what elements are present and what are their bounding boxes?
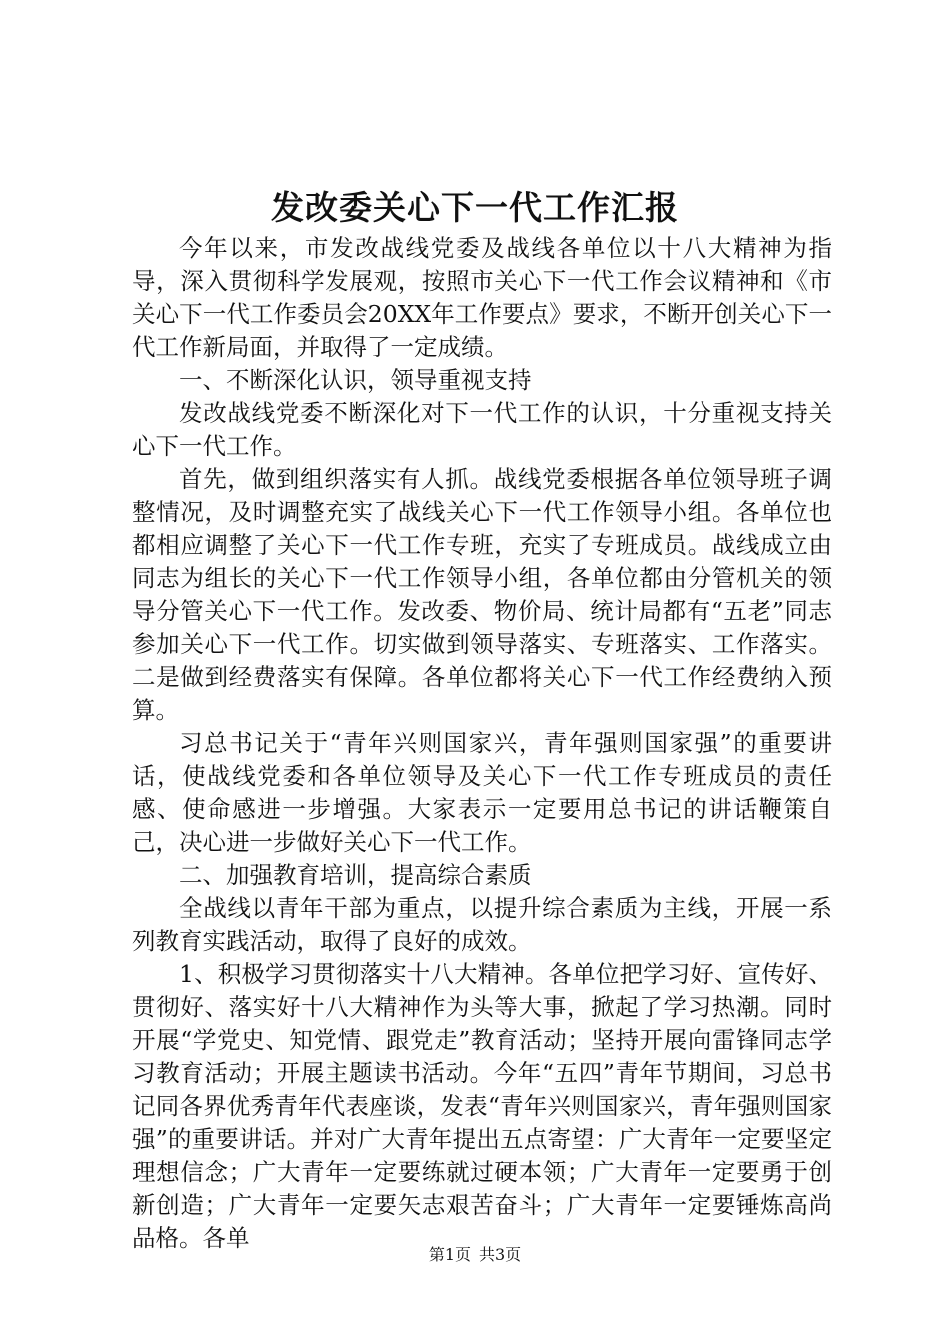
section-heading-2: 二、加强教育培训，提高综合素质 — [179, 861, 532, 889]
section-heading-1: 一、不断深化认识，领导重视支持 — [179, 366, 532, 394]
page-footer — [0, 1243, 950, 1267]
paragraph: 习总书记关于“青年兴则国家兴，青年强则国家强”的重要讲话，使战线党委和各单位领导及关心下一代工作专班成员的责任感、使命感进一步增强。大家表示一定要用总书记的讲话鞭策自己，决心进一步做好关心下一代工作。 — [132, 729, 832, 856]
page-number: 第1页 — [428, 1245, 471, 1264]
paragraph-intro: 今年以来，市发改战线党委及战线各单位以十八大精神为指导，深入贯彻科学发展观，按照市关心下一代工作会议精神和《市关心下一代工作委员会20XX年工作要点》要求，不断开创关心下一代工作新局面，并取得了一定成绩。 — [132, 234, 832, 361]
paragraph: 发改战线党委不断深化对下一代工作的认识，十分重视支持关心下一代工作。 — [132, 399, 832, 460]
paragraph: 1、积极学习贯彻落实十八大精神。各单位把学习好、宣传好、贯彻好、落实好十八大精神作为头等大事，掀起了学习热潮。同时开展“学党史、知党情、跟党走”教育活动；坚持开展向雷锋同志学习教育活动；开展主题读书活动。今年“五四”青年节期间，习总书记同各界优秀青年代表座谈，发表“青年兴则国家兴，青年强则国家强”的重要讲话。并对广大青年提出五点寄望：广大青年一定要坚定理想信念；广大青年一定要练就过硬本领；广大青年一定要勇于创新创造；广大青年一定要矢志艰苦奋斗；广大青年一定要锤炼高尚品格。各单 — [132, 960, 832, 1252]
page-total: 共3页 — [479, 1245, 522, 1264]
paragraph: 首先，做到组织落实有人抓。战线党委根据各单位领导班子调整情况，及时调整充实了战线关心下一代工作领导小组。各单位也都相应调整了关心下一代工作专班，充实了专班成员。战线成立由同志为组长的关心下一代工作领导小组，各单位都由分管机关的领导分管关心下一代工作。发改委、物价局、统计局都有“五老”同志参加关心下一代工作。切实做到领导落实、专班落实、工作落实。二是做到经费落实有保障。各单位都将关心下一代工作经费纳入预算。 — [132, 465, 832, 724]
paragraph: 全战线以青年干部为重点，以提升综合素质为主线，开展一系列教育实践活动，取得了良好的成效。 — [132, 894, 832, 955]
document-body — [132, 232, 832, 1255]
document-title: 发改委关心下一代工作汇报 — [271, 188, 679, 227]
